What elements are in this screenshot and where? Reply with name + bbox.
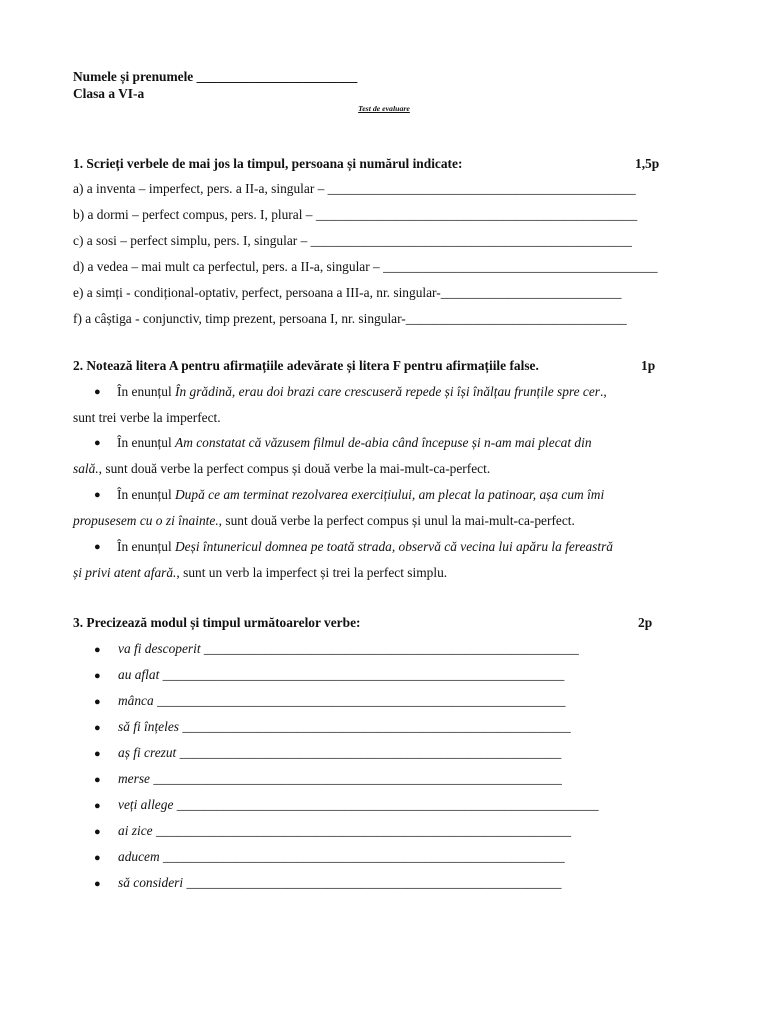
verb-row[interactable] bbox=[118, 875, 561, 891]
ex1-item-e[interactable]: e) a simți - condițional-optativ, perfect, persoana a III-a, nr. singular-___________________________ bbox=[73, 285, 622, 300]
ex1-heading: 1. Scrieți verbele de mai jos la timpul, persoana și numărul indicate: bbox=[73, 156, 463, 171]
name-line bbox=[73, 69, 357, 85]
statement-tail: , sunt două verbe la perfect compus și unul la mai-mult-ca-perfect. bbox=[218, 513, 575, 528]
statement-quote: Am constatat că văzusem filmul de-abia când începuse și n-am mai plecat din bbox=[175, 435, 592, 450]
verb-row[interactable] bbox=[118, 849, 565, 865]
verb-row[interactable] bbox=[118, 797, 599, 813]
ex3-points: 2p bbox=[638, 615, 653, 630]
statement-tail: , sunt două verbe la perfect compus și două verbe la mai-mult-ca-perfect. bbox=[98, 461, 491, 476]
verb-text: să fi înțeles bbox=[118, 719, 179, 734]
ex2-points: 1p bbox=[641, 358, 656, 373]
verb-row[interactable] bbox=[118, 771, 562, 787]
bullet-icon: ● bbox=[94, 774, 101, 786]
ex2-statement-1-cont: sunt trei verbe la imperfect. bbox=[73, 410, 221, 425]
name-label: Numele și prenumele bbox=[73, 69, 194, 84]
answer-blank[interactable]: ____________________________________________________________ bbox=[163, 849, 565, 864]
bullet-icon: ● bbox=[94, 489, 101, 501]
ex2-statement-4-cont bbox=[73, 565, 447, 581]
ex2-statement-4 bbox=[117, 539, 613, 555]
statement-quote: După ce am terminat rezolvarea exercițiului, am plecat la patinoar, așa cum îmi bbox=[175, 487, 605, 502]
bullet-icon: ● bbox=[94, 644, 101, 656]
statement-quote-end: sală. bbox=[73, 461, 99, 476]
ex3-heading: 3. Precizează modul și timpul următoarelor verbe: bbox=[73, 615, 361, 630]
verb-text: ai zice bbox=[118, 823, 153, 838]
ex1-points: 1,5p bbox=[635, 156, 660, 171]
verb-text: veți allege bbox=[118, 797, 174, 812]
bullet-icon: ● bbox=[94, 852, 101, 864]
verb-text: mânca bbox=[118, 693, 154, 708]
answer-blank[interactable]: ________________________________________________________ bbox=[186, 875, 562, 890]
bullet-icon: ● bbox=[94, 670, 101, 682]
bullet-icon: ● bbox=[94, 541, 101, 553]
answer-blank[interactable]: __________________________________________________________ bbox=[182, 719, 571, 734]
ex2-statement-1 bbox=[117, 384, 607, 400]
statement-quote: Deși întunericul domnea pe toată strada, observă că vecina lui apăru la fereastră bbox=[175, 539, 614, 554]
answer-blank[interactable]: ____________________________________________________________ bbox=[162, 667, 565, 682]
ex1-item-b[interactable]: b) a dormi – perfect compus, pers. I, plural – ________________________________________________ bbox=[73, 207, 638, 222]
verb-row[interactable] bbox=[118, 823, 571, 839]
ex1-item-f[interactable]: f) a câștiga - conjunctiv, timp prezent, persoana I, nr. singular-_________________________________ bbox=[73, 311, 627, 326]
class-label: Clasa a VI-a bbox=[73, 86, 145, 101]
statement-prefix: În enunțul bbox=[117, 384, 176, 399]
ex1-item-c[interactable]: c) a sosi – perfect simplu, pers. I, singular – ________________________________________________ bbox=[73, 233, 632, 248]
statement-quote-end: și privi atent afară. bbox=[73, 565, 177, 580]
test-title: Test de evaluare bbox=[358, 104, 410, 113]
verb-row[interactable] bbox=[118, 745, 561, 761]
bullet-icon: ● bbox=[94, 386, 101, 398]
ex1-item-d[interactable]: d) a vedea – mai mult ca perfectul, pers. a II-a, singular – _________________________________________ bbox=[73, 259, 658, 274]
ex2-statement-3-cont bbox=[73, 513, 575, 529]
bullet-icon: ● bbox=[94, 800, 101, 812]
verb-text: merse bbox=[118, 771, 150, 786]
bullet-icon: ● bbox=[94, 437, 101, 449]
statement-tail: , sunt un verb la imperfect și trei la perfect simplu. bbox=[176, 565, 448, 580]
answer-blank[interactable]: _______________________________________________________________ bbox=[176, 797, 599, 812]
verb-text: aducem bbox=[118, 849, 160, 864]
statement-quote-end: propusesem cu o zi înainte. bbox=[73, 513, 219, 528]
statement-prefix: În enunțul bbox=[117, 539, 176, 554]
verb-text: să consideri bbox=[118, 875, 184, 890]
verb-text: au aflat bbox=[118, 667, 160, 682]
ex2-statement-3 bbox=[117, 487, 604, 503]
answer-blank[interactable]: _____________________________________________________________ bbox=[153, 771, 562, 786]
verb-text: va fi descoperit bbox=[118, 641, 201, 656]
bullet-icon: ● bbox=[94, 826, 101, 838]
ex2-heading: 2. Notează litera A pentru afirmațiile adevărate și litera F pentru afirmațiile false. bbox=[73, 358, 539, 373]
bullet-icon: ● bbox=[94, 878, 101, 890]
bullet-icon: ● bbox=[94, 696, 101, 708]
bullet-icon: ● bbox=[94, 748, 101, 760]
ex2-statement-2-cont bbox=[73, 461, 490, 477]
answer-blank[interactable]: ________________________________________________________ bbox=[203, 641, 579, 656]
ex1-item-a[interactable]: a) a inventa – imperfect, pers. a II-a, singular – ______________________________________________ bbox=[73, 181, 636, 196]
statement-punct: ., bbox=[600, 384, 607, 399]
verb-row[interactable] bbox=[118, 641, 579, 657]
bullet-icon: ● bbox=[94, 722, 101, 734]
answer-blank[interactable]: ______________________________________________________________ bbox=[155, 823, 572, 838]
answer-blank[interactable]: _________________________________________________________ bbox=[179, 745, 562, 760]
statement-prefix: În enunțul bbox=[117, 487, 176, 502]
statement-prefix: În enunțul bbox=[117, 435, 176, 450]
answer-blank[interactable]: _____________________________________________________________ bbox=[157, 693, 566, 708]
ex2-statement-2 bbox=[117, 435, 592, 451]
verb-row[interactable] bbox=[118, 667, 564, 683]
verb-row[interactable] bbox=[118, 719, 571, 735]
verb-text: aș fi crezut bbox=[118, 745, 177, 760]
statement-quote: În grădină, erau doi brazi care crescuseră repede și își înălțau frunțile spre cer bbox=[175, 384, 600, 399]
name-blank[interactable]: ________________________ bbox=[196, 69, 358, 84]
verb-row[interactable] bbox=[118, 693, 565, 709]
